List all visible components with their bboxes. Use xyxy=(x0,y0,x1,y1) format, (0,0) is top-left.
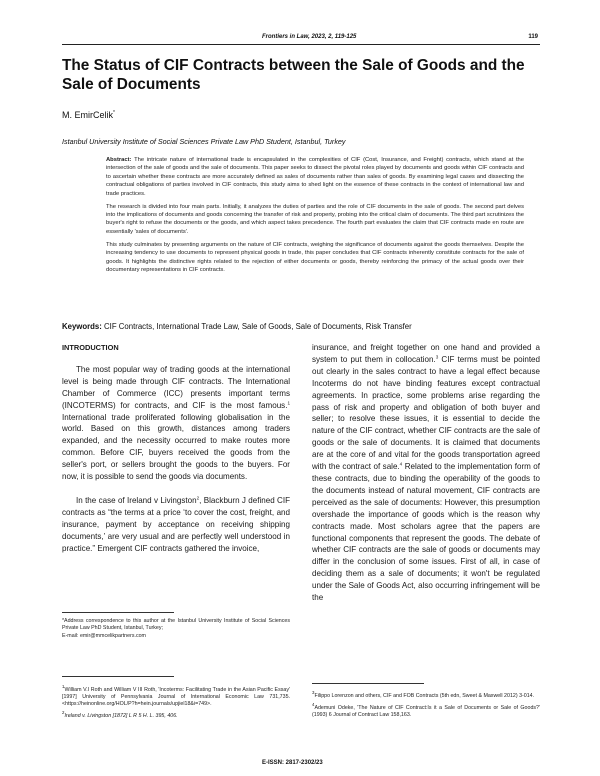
footnotes-left xyxy=(62,683,290,721)
author-affiliation: Istanbul University Institute of Social Sciences Private Law PhD Student, Istanbul, Turkey xyxy=(62,137,346,146)
body-text: CIF terms must be pointed out clearly in the sales contract to have a legal effect because Incoterms do not have binding features except contractual agreements. In practice, some problems arise regarding the pass of risk and property and obligation of both buyer and seller; to resolve these issues, it is essential to decide the nature of the CIF contract, whether CIF contracts are the sale of goods or the sale of documents. It is claimed that documents are at the core of and vital for the goods transportation agreed with the contract of sale. xyxy=(312,354,540,472)
footnote xyxy=(312,701,540,719)
footnote-mark: 4 xyxy=(312,701,315,707)
section-heading: INTRODUCTION xyxy=(62,343,119,352)
issn-footer: E-ISSN: 2817-2302/23 xyxy=(262,760,323,766)
page-number: 119 xyxy=(528,34,538,40)
footnote-mark: 1 xyxy=(62,684,65,689)
footnote-ref: 3 xyxy=(435,354,439,360)
footnote-divider xyxy=(62,676,174,677)
footnote xyxy=(62,683,290,708)
footnote-divider xyxy=(312,683,424,684)
body-text: Related to the implementation form of these contracts, due to binding the operability of the goods to the documents instead of natural movement, CIF contracts are perceived as the sale of documents: However, this presumption overshade the importance of goods which is the reason why contracts made. Most scholars agree that the papers are functional components that represent the goods. The debate of whether CIF contracts are the sale of goods or documents may differ in the conclusion of some issues. First of all, in case of deciding them as a sale of documents; it won't be regulated under the Sale of Goods Act, also occurring infringement will be the xyxy=(312,462,540,603)
abstract-text: The intricate nature of international trade is encapsulated in the complexities of CIF (Cost, Insurance, and Freight) contracts, which stand at the intersection of the sale of goods and the sale of documents. This paper seeks to dissect the pivotal roles played by documents and goods within CIF contracts and to ascertain whether these contracts are more accurately defined as sales of documents rather than sales of goods. By examining legal cases and dissecting the contractual obligations of parties involved in CIF contracts, this study aims to shed light on the essence of these contracts in the context of international law and trade practices. xyxy=(106,157,524,197)
keywords-text: CIF Contracts, International Trade Law, Sale of Goods, Sale of Documents, Risk Transfer xyxy=(104,322,412,331)
footnote-text: Ademuni Odeke, 'The Nature of CIF Contract:Is it a Sale of Documents or Sale of Goods?' (1993) 6 Journal of Contract Law 158,163. xyxy=(312,704,540,718)
body-text: International trade proliferated following globalisation in the world. Based on this growth, distances among traders expanded, and the necessity occurred to make routes more common. Before CIF, buyers received the goods from the seller's port, or sellers brought the goods to the buyers. For now, it is possible to send the goods via documents. xyxy=(62,412,290,482)
right-column xyxy=(312,342,540,604)
journal-citation: Frontiers in Law, 2023, 2, 119-125 xyxy=(262,34,357,40)
header-divider xyxy=(62,44,540,45)
author-line xyxy=(62,110,115,120)
footnote-mark: 3 xyxy=(312,690,315,695)
footnote-text: Ireland v. Livingston [1872] L R 5 H. L. 395, 406. xyxy=(64,713,178,720)
footnote-ref: 2 xyxy=(196,495,200,501)
footnote-ref: 1 xyxy=(287,399,290,405)
correspondence-text: *Address correspondence to this author at the Istanbul University Institute of Social Sciences Private Law PhD Student, Istanbul, Turkey; xyxy=(62,618,290,632)
footnotes-right xyxy=(312,689,540,720)
body-text: insurance, and freight together on one hand and provided a system to put them in collocation. xyxy=(312,343,540,364)
footnote-text: Filippo Lorenzon and others, CIF and FOB Contracts (5th edn, Sweet & Maxwell 2012) 3-014. xyxy=(314,692,535,699)
correspondence-note xyxy=(62,618,290,642)
footnote-text: William V.I Roth and William V III Roth, 'Incoterms: Facilitating Trade in the Asian Pacific Essay' [1997] University of Pennsylvania Journal of International Economic Law 731,735. <https://heinonline.org/HOL/P?h=hein.journals/upjiel18&i=749>. xyxy=(62,686,290,708)
body-paragraph xyxy=(312,342,540,604)
abstract-paragraph: The research is divided into four main parts. Initially, it analyzes the duties of parties and the role of CIF documents in the sale of goods. The second part delves into the implications of documents and goods concerning the transfer of risk and property, probing into the critical claim of documents. The third part scrutinizes the buyer's right to refuse the documents or the goods, and which aspect takes precedence. The fourth part evaluates the claim that CIF contracts made en route are essentially 'sales of documents'. xyxy=(106,203,524,235)
footnote xyxy=(312,689,540,700)
footnote-ref: 4 xyxy=(399,461,403,467)
body-text: The most popular way of trading goods at the international level is being made through CIF contracts. The International Chamber of Commerce (ICC) presents important terms (INCOTERMS) for contracts, and CIF is the most famous. xyxy=(62,364,290,410)
abstract-label: Abstract: xyxy=(106,157,132,163)
footnote-mark: 2 xyxy=(62,710,65,716)
body-text: In the case of Ireland v Livingston xyxy=(76,495,197,505)
keywords xyxy=(62,322,542,331)
footnote xyxy=(62,709,290,720)
body-text: , Blackburn J defined CIF contracts as “the terms at a price ‘to cover the cost, freight, and insurance, payment by acceptance on receiving shipping documents,’ are very usual and are perfectly well understood in practice.” Emergent CIF contracts gathered the invoice, xyxy=(62,495,290,553)
abstract-paragraph: This study culminates by presenting arguments on the nature of CIF contracts, weighing the significance of documents against the goods themselves. Despite the increasing tendency to use documents to represent physical goods in trade, this paper concludes that CIF contracts inherently constitute contracts for the sale of goods. It highlights the distinctive rights related to the rejection of either documents or goods, thereby reinforcing the primacy of the actual goods over their documentary representations in CIF contracts. xyxy=(106,241,524,274)
author-mark: * xyxy=(113,110,115,116)
keywords-label: Keywords: xyxy=(62,322,102,331)
body-paragraph xyxy=(62,364,290,483)
paper-title: The Status of CIF Contracts between the Sale of Goods and the Sale of Documents xyxy=(62,57,525,93)
author-name: M. EmirCelik xyxy=(62,110,113,120)
footnote-divider xyxy=(62,612,174,613)
correspondence-email: E-mail: emir@mmcelikpartners.com xyxy=(62,633,146,640)
abstract-paragraph xyxy=(106,156,524,198)
body-paragraph xyxy=(62,495,290,555)
left-column xyxy=(62,342,290,555)
abstract xyxy=(106,156,524,279)
